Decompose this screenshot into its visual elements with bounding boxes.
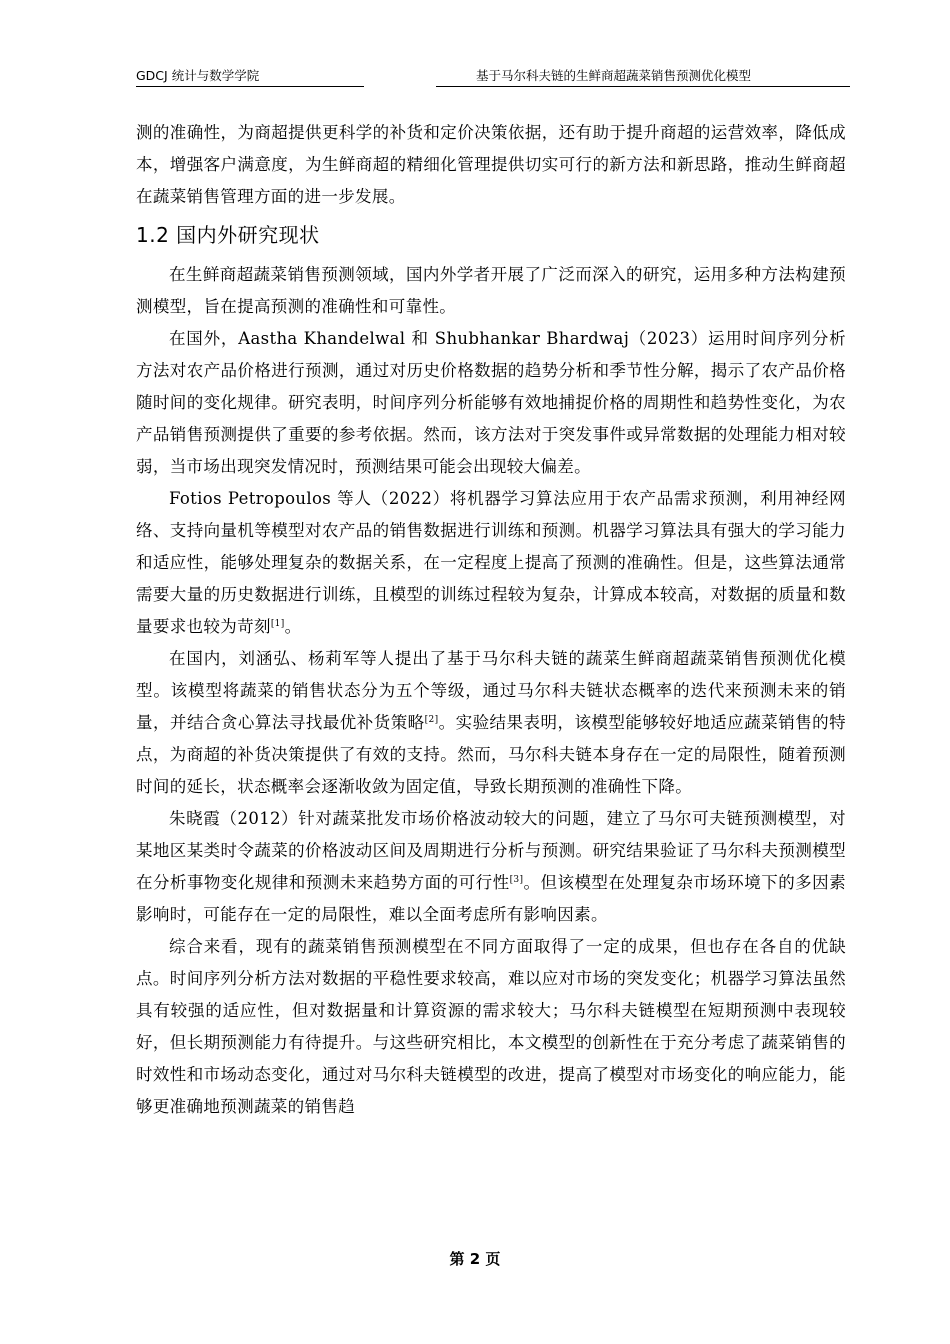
paragraph-text: 朱晓霞（2012）针对蔬菜批发市场价格波动较大的问题，建立了马尔可夫链预测模型，对某地区某类时令蔬菜的价格波动区间及周期进行分析与预测。研究结果验证了马尔科夫预测模型在分析事物变化规律和预测未来趋势方面的可行性: [136, 809, 846, 892]
paragraph-text: 。实验结果表明，该模型能够较好地适应蔬菜销售的特点，为商超的补货决策提供了有效的支持。然而，马尔科夫链本身存在一定的局限性，随着预测时间的延长，状态概率会逐渐收敛为固定值，导致长期预测的准确性下降。: [136, 713, 847, 796]
page-body: [136, 117, 846, 1123]
page-header: [136, 66, 850, 86]
section-heading: 1.2 国内外研究现状: [136, 223, 320, 247]
citation-ref: [3]: [509, 875, 524, 885]
paragraph-text: 在国内，刘涵弘、杨莉军等人提出了基于马尔科夫链的蔬菜生鲜商超蔬菜销售预测优化模型。该模型将蔬菜的销售状态分为五个等级，通过马尔科夫链状态概率的迭代来预测未来的销量，并结合贪心算法寻找最优补货策略: [136, 649, 846, 732]
citation-ref: [1]: [270, 619, 285, 629]
paragraph-summary: 综合来看，现有的蔬菜销售预测模型在不同方面取得了一定的成果，但也存在各自的优缺点。时间序列分析方法对数据的平稳性要求较高，难以应对市场的突发变化；机器学习算法虽然具有较强的适应性，但对数据量和计算资源的需求较大；马尔科夫链模型在短期预测中表现较好，但长期预测能力有待提升。与这些研究相比，本文模型的创新性在于充分考虑了蔬菜销售的时效性和市场动态变化，通过对马尔科夫链模型的改进，提高了模型对市场变化的响应能力，能够更准确地预测蔬菜的销售趋: [136, 937, 846, 1116]
paragraph-text: 。: [284, 617, 302, 636]
paragraph-foreign-time-series: 在国外，Aastha Khandelwal 和 Shubhankar Bhardwaj（2023）运用时间序列分析方法对农产品价格进行预测，通过对历史价格数据的趋势分析和季节性分解，揭示了农产品价格随时间的变化规律。研究表明，时间序列分析能够有效地捕捉价格的周期性和趋势性变化，为农产品销售预测提供了重要的参考依据。然而，该方法对于突发事件或异常数据的处理能力相对较弱，当市场出现突发情况时，预测结果可能会出现较大偏差。: [136, 329, 846, 476]
page-number: 第 2 页: [449, 1250, 501, 1268]
paragraph-domestic-markov: [136, 643, 846, 803]
paragraph-domestic-zhu: [136, 803, 846, 931]
paragraph-overview: 在生鲜商超蔬菜销售预测领域，国内外学者开展了广泛而深入的研究，运用多种方法构建预测模型，旨在提高预测的准确性和可靠性。: [136, 265, 846, 316]
intro-tail-paragraph: 测的准确性，为商超提供更科学的补货和定价决策依据，还有助于提升商超的运营效率，降低成本，增强客户满意度，为生鲜商超的精细化管理提供切实可行的新方法和新思路，推动生鲜商超在蔬菜销售管理方面的进一步发展。: [136, 123, 846, 206]
page-footer: [0, 1248, 950, 1269]
paragraph-text: 。但该模型在处理复杂市场环境下的多因素影响时，可能存在一定的局限性，难以全面考虑所有影响因素。: [136, 873, 846, 924]
header-school: GDCJ 统计与数学学院: [136, 66, 364, 87]
paragraph-text: Fotios Petropoulos 等人（2022）将机器学习算法应用于农产品需求预测，利用神经网络、支持向量机等模型对农产品的销售数据进行训练和预测。机器学习算法具有强大的学习能力和适应性，能够处理复杂的数据关系，在一定程度上提高了预测的准确性。但是，这些算法通常需要大量的历史数据进行训练，且模型的训练过程较为复杂，计算成本较高，对数据的质量和数量要求也较为苛刻: [136, 489, 846, 636]
paragraph-foreign-ml: [136, 483, 846, 643]
citation-ref: [2]: [424, 715, 439, 725]
header-paper-title: 基于马尔科夫链的生鲜商超蔬菜销售预测优化模型: [436, 66, 850, 87]
